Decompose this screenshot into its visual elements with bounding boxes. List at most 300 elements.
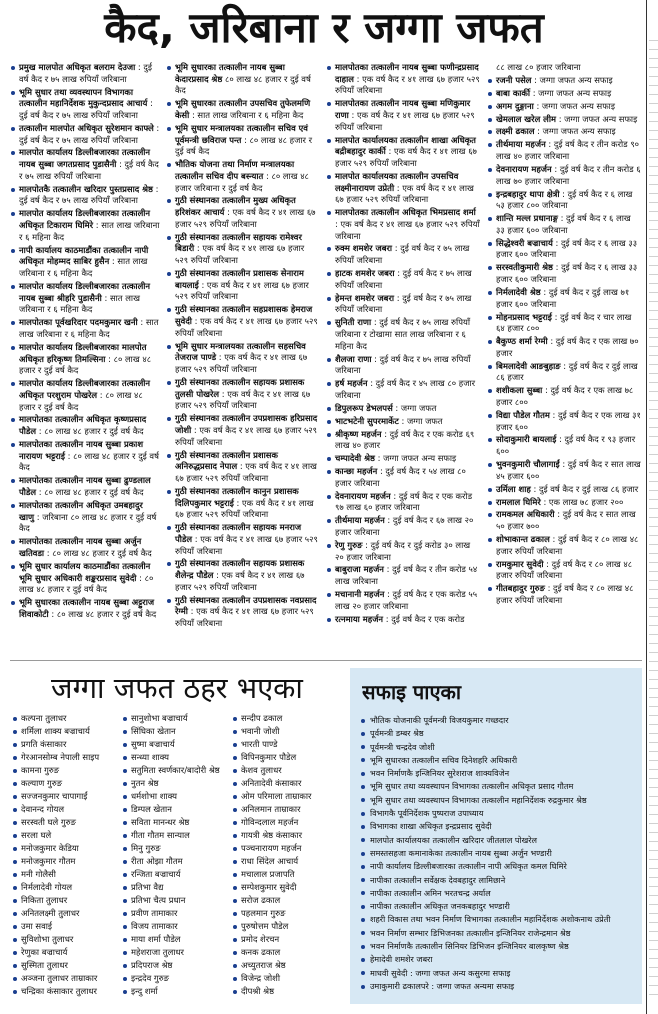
confiscated-name: शर्मिला शाक्य बज्राचार्य — [12, 725, 120, 738]
penalty-item — [326, 540, 480, 563]
penalty-item — [10, 500, 160, 535]
person-name: मालपोतका पूर्वखरिदार पदमकुमार खनी — [19, 317, 138, 328]
penalty-detail: : दुई वर्ष कैद र ९३ हजार ६०० — [496, 434, 636, 457]
penalty-detail: : सात लाख जरिबाना र ६ महिना कैद — [191, 110, 304, 120]
confiscated-name: प्रतिभा चैत्य प्रधान — [122, 894, 230, 907]
penalty-item — [166, 595, 318, 630]
penalty-item — [487, 287, 641, 310]
confiscated-name: रेणुका बज्राचार्य — [12, 946, 120, 959]
acquitted-item — [360, 860, 636, 873]
penalty-column-4 — [487, 62, 641, 656]
confiscated-name: विजेन्द्र जोशी — [232, 972, 342, 985]
acquitted-item-text: विभागका शाखा अधिकृत इन्द्रप्रसाद सुवेदी — [370, 821, 492, 832]
penalty-item — [326, 62, 480, 97]
person-name: रामकुमार सुवेदी — [496, 558, 544, 569]
confiscated-name: चन्द्रिका कंसाकार तुलाधर — [12, 985, 120, 998]
penalty-detail: : एक वर्ष कैद र ४१ लाख ६७ हजार ५२९ रुपियाँ जरिबाना — [175, 606, 314, 629]
confiscated-name: सतुमिता स्वर्णकार/बादोरी श्रेष्ठ — [122, 764, 230, 777]
person-name: गुठी संस्थानका तत्कालीन उपप्रशासक नवप्रसाद रेग्मी — [175, 594, 317, 617]
confiscated-name: राधा सिंदेल आचार्य — [232, 855, 342, 868]
penalty-detail: : दुई वर्ष कैद र ७५ लाख रुपियाँ जरिबाना र टोखामा सात लाख जरिबाना र ६ महिना कैद — [335, 317, 471, 351]
person-name: देवनारायण महर्जन — [496, 163, 552, 174]
penalty-item — [326, 207, 480, 242]
person-name: भूमि सुधारका तत्कालीन नायब सुब्बा केदारप्रसाद श्रेष्ठ — [175, 62, 285, 84]
penalty-item — [326, 135, 480, 170]
confiscated-name: इन्द्रदेव गुरुङ — [122, 972, 230, 985]
penalty-item — [10, 62, 160, 85]
person-name: मालपोतका तत्कालीन अधिकृत कृष्णप्रसाद पौडेल — [19, 414, 147, 437]
penalty-item — [166, 195, 318, 230]
confiscated-name: गीता गौतम सान्याल — [122, 829, 230, 842]
penalty-item — [326, 378, 480, 401]
acquitted-item-text: भूमि सुधार तथा व्यवस्थापन विभागका तत्कालीन अधिकृत प्रसाद गौतम — [370, 781, 574, 792]
person-name: शैलजा राणा — [335, 353, 372, 364]
person-name: मालपोत कार्यालय डिल्लीबजारका तत्कालीन नायब सुब्बा जगतप्रसाद पुडासैनी — [19, 147, 151, 170]
penalty-detail: ८० लाख ४८ हजार र दुई वर्ष कैद — [175, 73, 311, 96]
confiscated-name: सविता मानन्धर श्रेष्ठ — [122, 816, 230, 829]
person-name: मालपोत कार्यालय डिल्लीबजारका तत्कालीन अधिकृत परशुराम पोखरेल — [19, 378, 151, 400]
acquitted-item-text: शहरी विकास तथा भवन निर्माण विभागका तत्कालीन महानिर्देशक अशोकनाथ उप्रेती — [370, 914, 611, 925]
confiscated-name: पञ्चनारायण महर्जन — [232, 842, 342, 855]
penalty-detail: : दुई वर्ष कैद र ४५ लाख ८० हजार जरिबाना — [335, 378, 476, 400]
person-name: मालपोतका तत्कालीन अधिकृत उमबहादुर खाणु — [19, 499, 143, 522]
acquitted-item-text: नापीका तत्कालीन सर्वेक्षक देवबहादुर लामिछाने — [370, 874, 506, 885]
acquitted-item-text: विभागकै पूर्वनिर्देशक पुष्पराज उपाध्याय — [370, 808, 484, 819]
confiscated-name: केशव तुलाधर — [232, 764, 342, 777]
acquitted-item — [360, 741, 636, 754]
confiscated-name: सन्दीप ढकाल — [232, 712, 342, 725]
person-name: उर्मिला शाह — [496, 483, 531, 494]
penalty-item — [326, 564, 480, 587]
person-name: गुठी संस्थानका तत्कालीन मुख्य अधिकृत हरिशंकर आचार्य — [175, 195, 296, 218]
penalty-detail: : दुई वर्ष कैद र चार लाख ६४ हजार ८०० — [496, 311, 632, 334]
person-name: शोभाकान्त ढकाल — [496, 534, 550, 545]
penalty-detail: : दुई वर्ष कैद र ६ लाख ३३ हजार ६०० जरिबाना — [496, 262, 638, 285]
penalty-item — [326, 515, 480, 538]
penalty-item — [166, 341, 318, 376]
penalty-item — [166, 522, 318, 557]
person-name: मालपोतकै तत्कालीन खरिदार पुस्तप्रसाद श्रेष्ठ — [19, 183, 153, 194]
penalty-detail: : जरिबाना ८० लाख ४८ हजार र दुई वर्ष कैद — [19, 511, 157, 534]
confiscated-name: मनी गोलैसी — [12, 868, 120, 881]
penalty-detail: : जग्गा जफत अन्य सफाइ — [534, 74, 613, 85]
penalty-item — [166, 486, 318, 521]
penalty-item — [10, 378, 160, 413]
person-name: मालपोतका तत्कालीन नायब सुब्बा प्रकाश नारायण भट्टराई — [19, 439, 144, 461]
person-name: भूमि सुधारका तत्कालीन नायब सुब्बा अट्टुराज शिवाकोटी — [19, 597, 155, 619]
acquitted-item — [360, 980, 636, 993]
penalty-detail: : ८० लाख ४८ हजार र दुई वर्ष कैद — [175, 134, 312, 157]
person-name: मोहनप्रसाद भट्टराई — [496, 311, 552, 322]
penalty-detail: : दुई वर्ष कैद र ८० लाख ४८ हजार रुपियाँ जरिबाना — [496, 583, 634, 605]
person-name: सोदाकुमारी बायलाई — [496, 434, 557, 445]
acquitted-item-text: भूमि सुधार तथा व्यवस्थापन विभागका तत्कालीन महानिर्देशक रुद्रकुमार श्रेष्ठ — [370, 794, 587, 805]
penalty-detail: : जग्गा जफत — [395, 402, 437, 413]
person-name: तत्कालीन मालपोत अधिकृत सुरेशमान काफ्ले — [19, 122, 154, 133]
penalty-detail: : दुई वर्ष कैद र ७५ लाख रुपियाँ जरिबाना — [335, 353, 471, 376]
person-name: तीर्थमाया महर्जन — [496, 139, 546, 150]
person-name: रजनी पसेल — [496, 74, 532, 85]
person-name: रुक्म शमशेर जबरा — [335, 243, 393, 254]
confiscated-name: प्रवीण तामाकार — [122, 907, 230, 920]
acquitted-item — [360, 767, 636, 780]
penalty-detail: : दुई वर्ष कैद र ७५ लाख रुपियाँ जरिबाना — [19, 98, 153, 120]
person-name: देवनारायण महर्जन — [335, 490, 391, 501]
penalty-item — [487, 88, 641, 100]
penalty-item — [10, 342, 160, 377]
confiscated-name: प्रमोद शेरचन — [232, 933, 342, 946]
person-name: लक्ष्मी ढकाल — [496, 126, 535, 137]
confiscated-name: पहलमान गुरुङ — [232, 907, 342, 920]
penalty-detail: : दुई वर्ष कैद र ६ लाख ३३ हजार ६०० जरिबाना — [496, 237, 638, 260]
confiscated-name: भवानी जोशी — [232, 725, 342, 738]
confiscated-name: सुष्मा बज्राचार्य — [122, 738, 230, 751]
penalty-item — [487, 497, 641, 509]
person-name: मालपोत कार्यालयका तत्कालीन शाखा अधिकृत बद्रीबहादुर कार्की — [335, 134, 476, 157]
person-name: मालपोतका तत्कालीन नायब सुब्बा अर्जुन खतिवडा — [19, 536, 142, 558]
penalty-item — [326, 416, 480, 428]
page-title — [8, 0, 640, 56]
penalty-item — [326, 268, 480, 291]
penalty-item — [487, 410, 641, 433]
penalty-detail: : दुई वर्ष कैद र ७५ लाख रुपियाँ जरिबाना — [19, 159, 159, 181]
penalty-item — [326, 98, 480, 133]
confiscated-name: इन्दु शर्मा — [122, 985, 230, 998]
confiscated-name: धर्मशोभा शाक्य — [122, 790, 230, 803]
penalty-detail: : जग्गा जफत — [401, 415, 443, 426]
penalty-item — [10, 245, 160, 280]
penalty-item — [10, 317, 160, 340]
person-name: सरस्वतीकुमारी श्रेष्ठ — [496, 262, 553, 273]
penalty-item — [326, 243, 480, 266]
person-name: मालपोत कार्यालय डिल्लीबजारका तत्कालीन अधिकृत टिकाराम घिमिरे — [19, 208, 151, 231]
penalty-item — [487, 361, 641, 384]
penalty-item — [166, 159, 318, 194]
penalty-detail: : दुई वर्ष कैद र एक करोड ९७ लाख ६० हजार जरिबाना — [335, 490, 473, 513]
acquitted-item-text: मालपोत कार्यालयका तत्कालीन खरिदार जीतलाल पोखरेल — [370, 834, 538, 845]
confiscated-name: विजय तामाकार — [122, 920, 230, 933]
penalty-detail: : दुई वर्ष कैद र दुई लाख ७१ हजार ६०० जरिबाना — [496, 286, 630, 309]
confiscated-name: अच्युतराज श्रेष्ठ — [232, 959, 342, 972]
penalty-detail: : दुई वर्ष कैद र एक करोड ६९ लाख ४० हजार — [335, 428, 475, 451]
penalty-item — [10, 147, 160, 182]
penalty-detail: : सात लाख जरिबाना र ६ महिना कैद — [19, 256, 148, 279]
penalty-item — [10, 439, 160, 474]
confiscated-name: सज्जनकुमार चापागाईं — [12, 790, 120, 803]
person-name: मालपोतका तत्कालीन नायब सुब्बा ढुण्डलाल पौडेल — [19, 475, 151, 498]
penalty-detail: : जग्गा जफत अन्य सफाइ — [377, 453, 457, 464]
penalty-detail: : ८० लाख ४८ हजार र दुई वर्ष कैद — [38, 487, 144, 498]
penalty-detail: : एक वर्ष कैद र ४१ लाख ६७ हजार ५२९ रुपियाँ जरिबाना — [175, 243, 305, 266]
penalty-item — [166, 62, 318, 97]
acquitted-item — [360, 847, 636, 860]
confiscated-name: सुविशोभा तुलाधर — [12, 933, 120, 946]
confiscated-name: माया शर्मा पौडेल — [122, 933, 230, 946]
penalty-detail: : एक वर्ष कैद र ४१ लाख ६७ हजार ५२९ रुपियाँ जरिबाना — [175, 424, 318, 447]
confiscated-heading-text: जग्गा जफत ठहर भएका — [51, 671, 303, 705]
penalty-detail: : दुई वर्ष कैद र तीन करोड ५४ लाख जरिबाना — [335, 564, 478, 587]
person-name: कान्छा महर्जन — [335, 466, 378, 477]
person-name: भूमि सुधार कार्यालय काठमाडौंका तत्कालीन भूमि सुधार अधिकारी शङ्करप्रसाद सुवेदी — [19, 560, 151, 583]
penalty-item — [487, 126, 641, 138]
person-name: श्रीकृष्ण महर्जन — [335, 428, 382, 439]
person-name: मालपोत कार्यालयका तत्कालीन उपसचिव लक्ष्मीनारायण उप्रेती — [335, 170, 459, 193]
page-title-text: कैद, जरिबाना र जग्गा जफत — [104, 3, 544, 52]
confiscated-name: निकिता तुलाधर — [12, 894, 120, 907]
confiscated-name: गेरआनसोम्ब नेपाली साइप — [12, 751, 120, 764]
acquitted-item-text: उमाकुमारी ढकालपरे : जग्गा जफत अन्यमा सफाइ — [370, 980, 515, 991]
person-name: गुठी संस्थानका तत्कालीन उपप्रशासक हरिप्रसाद जोशी — [175, 413, 318, 435]
penalty-detail: : जग्गा जफत अन्य सफाइ — [532, 87, 612, 98]
penalty-item — [487, 75, 641, 87]
penalty-item — [10, 184, 160, 207]
confiscated-name: अनितलक्ष्मी तुलाधर — [12, 907, 120, 920]
penalty-detail: : एक वर्ष कैद र ४१ लाख ६७ हजार ५२९ रुपियाँ जरिबाना — [335, 218, 480, 241]
confiscated-name: सरला घले — [12, 829, 120, 842]
penalty-item — [326, 354, 480, 377]
confiscated-name: सुस्मिता तुलाधर — [12, 959, 120, 972]
acquitted-item — [360, 940, 636, 953]
penalty-item — [487, 385, 641, 408]
penalty-detail: : ८० लाख ४८ हजार जरिबाना र दुई वर्ष कैद — [175, 170, 309, 193]
penalty-detail: : ८० लाख ४८ हजार र दुई वर्ष कैद — [51, 608, 157, 619]
person-name: खेमलाल खरेल लीम — [496, 113, 557, 124]
confiscated-name: नुतन श्रेष्ठ — [122, 777, 230, 790]
penalty-detail: : ८० लाख ४८ हजार र दुई वर्ष कैद — [19, 389, 143, 412]
penalty-detail: : दुई वर्ष कैद र ७५ लाख रुपियाँ जरिबाना — [19, 62, 152, 84]
penalty-item — [487, 534, 641, 557]
person-name: गुठी संस्थानका तत्कालीन सहायक रामेश्वर बिडारी — [175, 231, 302, 254]
acquitted-item-text: नापीका तत्कालीन अमिन भरतचन्द्र अर्याल — [370, 887, 491, 898]
penalty-item — [166, 268, 318, 303]
penalty-detail: : एक वर्ष कैद र ४१ लाख ६७ हजार ५२९ रुपियाँ जरिबाना — [175, 533, 318, 556]
person-name: नापी कार्यालय काठमाडौंका तत्कालीन नापी अधिकृत मोहम्मद साबिर हुसैन — [19, 244, 149, 267]
person-name: बैकुण्ठ शर्मा रेग्मी — [496, 336, 548, 347]
penalty-item — [326, 429, 480, 452]
confiscated-name: कनक ढकाल — [232, 946, 342, 959]
person-name: तीर्थमाया महर्जन — [335, 515, 385, 526]
penalty-item — [487, 164, 641, 187]
acquitted-item — [360, 887, 636, 900]
penalty-item — [487, 262, 641, 285]
penalty-detail: : दुई वर्ष कैद र तीन करोड ६ लाख ७० हजार जरिबाना — [496, 163, 641, 186]
penalty-item — [166, 304, 318, 339]
penalty-item — [166, 450, 318, 485]
person-name: बिमलादेवी आङबुहाङ — [496, 360, 561, 371]
confiscated-name: प्रदिपराज श्रेष्ठ — [122, 959, 230, 972]
penalty-item — [326, 403, 480, 415]
confiscated-name: ओम परिमाला ताम्राकार — [232, 790, 342, 803]
penalty-detail: : ८० लाख ४८ हजार र दुई वर्ष कैद — [19, 353, 152, 376]
penalty-detail: : दुई वर्ष कैद र सात लाख ४५ हजार ६०० — [496, 459, 641, 481]
penalty-item — [10, 536, 160, 559]
confiscated-name: मनोजकुमार गौतम — [12, 855, 120, 868]
confiscated-name: अञ्जना तुलाधर ताम्राकार — [12, 972, 120, 985]
penalty-detail: : एक वर्ष कैद र ४१ लाख ६७ हजार ५२९ रुपियाँ जरिबाना — [175, 207, 316, 229]
penalty-detail: : दुई वर्ष कैद र ७५ लाख रुपियाँ जरिबाना — [335, 292, 472, 315]
penalty-detail: : एक वर्ष कैद र ४१ लाख ६७ हजार ५२९ रुपियाँ जरिबाना — [175, 388, 311, 411]
penalty-item — [326, 293, 480, 316]
acquitted-item — [360, 913, 636, 926]
penalty-detail: : दुई वर्ष कैद र एक करोड ५५ लाख २० हजार जरिबाना — [335, 588, 478, 611]
penalty-detail: : दुई वर्ष कैद र दुई करोड ३० लाख २० हजार जरिबाना — [335, 539, 471, 562]
person-name: सुनिती राणा — [335, 317, 372, 328]
penalty-detail: : एक वर्ष कैद र ४१ लाख ६७ हजार ५२९ रुपियाँ जरिबाना — [175, 497, 314, 520]
confiscated-name: सम्पेशकुमार सुवेदी — [232, 881, 342, 894]
penalty-item — [326, 491, 480, 514]
confiscated-name: मिनु गुरुङ — [122, 842, 230, 855]
penalty-item — [487, 139, 641, 162]
penalty-item — [10, 597, 160, 620]
person-name: मालपोत कार्यालय डिल्लीबजारका मालपोत अधिकृत हरिकृष्ण तिमल्सिना — [19, 341, 147, 364]
acquitted-item — [360, 780, 636, 793]
person-name: अगम दुङ्गाना — [496, 100, 534, 111]
penalty-item — [326, 317, 480, 352]
penalty-detail: : दुई वर्ष कैद र दुई लाख ८६ हजार — [496, 360, 638, 383]
penalty-detail: : एक वर्ष कैद र ४१ लाख ६७ हजार ५२९ रुपियाँ जरिबाना — [175, 570, 305, 592]
person-name: शान्ति मल्ल प्रधानाङ्ग — [496, 213, 558, 224]
penalty-item — [166, 123, 318, 158]
acquitted-item-text: पूर्वमन्त्री चन्द्रदेव जोशी — [370, 741, 435, 752]
confiscated-name: सानुशोभा बज्राचार्य — [122, 712, 230, 725]
penalty-detail: : दुई वर्ष कैद र एक लाख ३१ हजार ६०० — [496, 409, 641, 432]
adjacent-page-edge — [649, 40, 658, 1000]
acquitted-item — [360, 834, 636, 847]
penalty-detail: : एक वर्ष कैद र ४१ लाख ६७ हजार ५२९ रुपियाँ जरिबाना — [335, 110, 475, 132]
person-name: गुठी संस्थानका तत्कालीन कानुन प्रशासक दिलिपकुमार भट्टराई — [175, 485, 299, 508]
penalty-detail: : सात लाख जरिबाना र ६ महिना कैद — [19, 292, 140, 315]
acquitted-item-text: माधवी सुवेदी : जग्गा जफत अन्य कसुरमा सफाइ — [370, 967, 511, 978]
acquitted-item — [360, 754, 636, 767]
person-name: गुठी संस्थानका तत्कालीन सहायक मनराज पौडेल — [175, 522, 302, 544]
penalty-detail: : दुई वर्ष कैद र सात लाख ५० हजार ७०० — [496, 509, 636, 532]
person-name: हेमन्त शमशेर जबरा — [335, 292, 395, 303]
confiscated-name: भारती पाण्डे — [232, 738, 342, 751]
person-name: मचानानी महर्जन — [335, 588, 385, 599]
person-name: गुठी संस्थानका तत्कालीन प्रशासक सेनाराम बायलाई — [175, 268, 304, 290]
confiscated-names-column-3 — [232, 712, 342, 1004]
penalty-detail: : ८० लाख ४८ हजार र दुई वर्ष कैद — [46, 547, 152, 558]
penalty-detail: : एक वर्ष कैद र ४१ लाख ६७ हजार ५२९ रुपियाँ जरिबाना — [175, 279, 309, 302]
confiscated-name: सिंघिका खेतान — [122, 725, 230, 738]
person-name: गुठी संस्थानका तत्कालीन सहायक प्रशासक तुलसी पोखरेल — [175, 376, 305, 399]
person-name: रामलाल घिमिरे — [496, 496, 541, 507]
penalty-item — [166, 98, 318, 121]
penalty-detail: : जग्गा जफत अन्य सफाइ — [536, 100, 615, 111]
penalty-detail: : जग्गा जफत अन्य सफाइ — [537, 126, 616, 137]
penalty-item — [487, 189, 641, 212]
acquitted-box — [350, 668, 642, 1004]
acquitted-item — [360, 807, 636, 820]
continued-text: ८८ लाख ८० हजार जरिबाना — [496, 62, 581, 72]
acquitted-item — [360, 714, 636, 727]
confiscated-name: अनितादेवी कंसाकार — [232, 777, 342, 790]
person-name: बाबुराजा महर्जन — [335, 564, 384, 575]
penalty-item — [10, 414, 160, 437]
person-name: भूमि सुधार मन्त्रालयका तत्कालीन सहसचिव तेजराज पाण्डे — [175, 340, 306, 363]
penalty-detail: : एक वर्ष कैद र ४१ लाख ६७ हजार ५२९ रुपियाँ जरिबाना — [175, 461, 317, 483]
penalty-item — [487, 559, 641, 582]
penalty-detail: : दुई वर्ष कैद र ७५ लाख रुपियाँ जरिबाना — [19, 122, 160, 145]
acquitted-item-text: नापी कार्यालय डिल्लीबजारका तत्कालीन नापी अधिकृत कमल घिमिरे — [370, 861, 567, 872]
person-name: बाबा कार्की — [496, 87, 531, 98]
person-name: भूमि सुधारका तत्कालीन उपसचिव तुफेलमणि केसी — [175, 98, 311, 120]
penalty-item — [487, 336, 641, 359]
penalty-item — [10, 561, 160, 596]
penalty-column-2 — [166, 62, 318, 656]
penalty-item — [166, 413, 318, 448]
acquitted-item — [360, 927, 636, 940]
confiscated-name: कामना गुरुङ — [12, 764, 120, 777]
penalty-detail: : दुई वर्ष कैद र एक करोड — [385, 613, 465, 624]
penalty-detail: : एक वर्ष कैद र ४१ लाख ६७ हजार ५२९ रुपियाँ जरिबाना — [335, 182, 474, 205]
confiscated-name: प्रतिभा वैद्य — [122, 881, 230, 894]
acquitted-item — [360, 967, 636, 980]
acquitted-item-text: भवन निर्माणकै तत्कालीन सिनियर डिभिजन इन्जिनियर बालकृष्ण श्रेष्ठ — [370, 941, 569, 952]
penalty-detail: : दुई वर्ष कैद र तीन करोड ९० लाख ४० हजार जरिबाना — [496, 139, 640, 162]
penalty-item — [166, 377, 318, 412]
person-name: गुठी संस्थानका तत्कालीन सहायक प्रशासक शैलेन्द्र पौडेल — [175, 558, 305, 581]
penalty-item — [487, 238, 641, 261]
person-name: भूमि सुधार तथा व्यवस्थापन विभागका तत्कालीन महानिर्देशक मुकुन्दप्रसाद आचार्य — [19, 86, 148, 109]
person-name: हाटक शमशेर जबरा — [335, 268, 395, 279]
confiscated-name: प्रगति कंसाकार — [12, 738, 120, 751]
penalty-detail: : सात लाख जरिबाना र ६ महिना कैद — [19, 317, 159, 339]
penalty-item — [10, 475, 160, 498]
confiscated-name: गोविन्दलाल महर्जन — [232, 816, 342, 829]
confiscated-names-column-2 — [122, 712, 230, 1004]
person-name: रत्नमाया महर्जन — [335, 613, 384, 624]
penalty-item — [166, 232, 318, 267]
penalty-column-3 — [326, 62, 480, 656]
penalty-detail: : एक वर्ष कैद र ४१ लाख ६७ हजार ५२९ रुपियाँ जरिबाना — [175, 352, 308, 375]
person-name: मालपोतका तत्कालीन अधिकृत भिमप्रसाद शर्मा — [335, 207, 476, 218]
person-name: गुठी संस्थानका तत्कालीन सहप्रशासक हेमराज सुवेदी — [175, 304, 313, 327]
penalty-detail: : ८० लाख ४८ हजार र दुई वर्ष कैद — [19, 572, 154, 595]
confiscated-name: डिम्पल खेतान — [122, 803, 230, 816]
penalty-column-1 — [10, 62, 160, 656]
person-name: प्रमुख मालपोत अधिकृत बलराम देउजा — [19, 62, 136, 72]
penalty-detail: : दुई वर्ष कैद र ६ लाख ५३ हजार ८०० जरिबाना — [496, 188, 633, 211]
acquitted-item-text: पूर्वमन्त्री डम्बर श्रेष्ठ — [370, 728, 424, 739]
acquitted-item-text: भौतिक योजनाकी पूर्वमन्त्री विजयकुमार गच्छदार — [370, 715, 509, 725]
penalty-item — [326, 614, 480, 626]
penalty-detail: : ८० लाख ४८ हजार र दुई वर्ष कैद — [19, 450, 159, 473]
confiscated-name: रीता ओझा गौतम — [122, 855, 230, 868]
acquitted-item-text: भवन निर्माणकै इन्जिनियर सुरेशराज शाक्यविजेन — [370, 768, 510, 779]
person-name: भुवनकुमारी चौलागाईं — [496, 459, 560, 470]
penalty-detail: : दुई वर्ष कैद र एक लाख ७० हजार — [496, 336, 639, 358]
penalty-detail: : दुई वर्ष कैद र ७५ लाख रुपियाँ जरिबाना — [335, 243, 470, 266]
acquitted-list — [360, 714, 636, 998]
section-divider — [10, 660, 642, 661]
penalty-item — [326, 453, 480, 465]
penalty-item — [10, 208, 160, 243]
penalty-detail: : दुई वर्ष कैद र ६ लाख ३३ हजार ६०० जरिबाना — [496, 213, 631, 235]
person-name: हर्ष महर्जन — [335, 378, 368, 389]
penalty-detail: : ८० लाख ४८ हजार र दुई वर्ष कैद — [38, 426, 144, 437]
penalty-item — [487, 101, 641, 113]
acquitted-item — [360, 874, 636, 887]
penalty-item — [487, 312, 641, 335]
confiscated-name: देवानन्द गोयल — [12, 803, 120, 816]
person-name: शशीकला सुब्बा — [496, 385, 543, 396]
acquitted-item — [360, 727, 636, 740]
penalty-item — [10, 87, 160, 122]
confiscated-name: कल्याण गुरुङ — [12, 777, 120, 790]
person-name: गुठी संस्थानका तत्कालीन प्रशासक अनिरुद्धप्रसाद नेपाल — [175, 449, 278, 472]
acquitted-item-text: समस्तसहजा कमानाकेका तत्कालीन नायब सुब्बा अर्जुन भण्डारी — [370, 847, 552, 858]
